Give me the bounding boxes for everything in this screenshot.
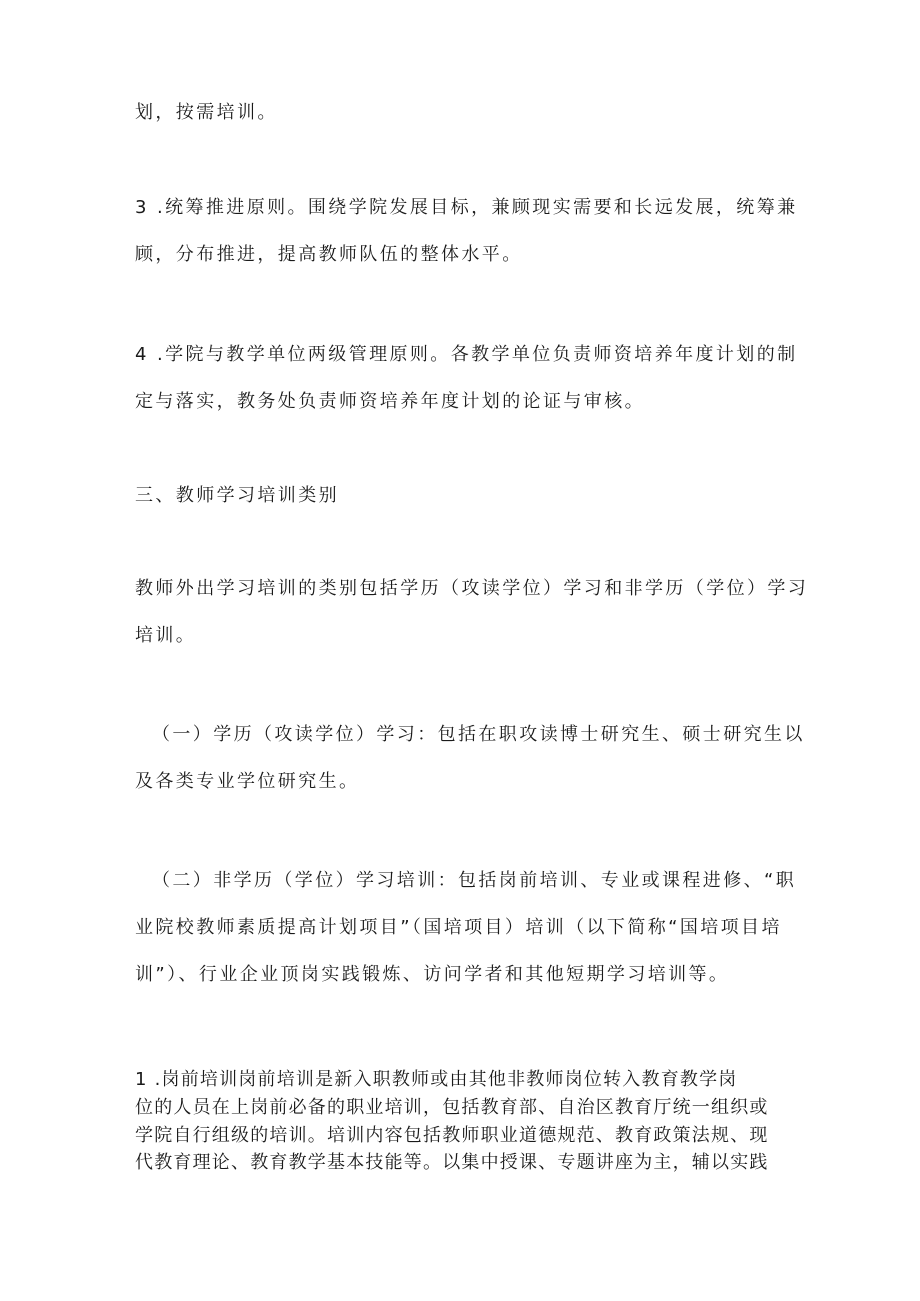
text-line: 划，按需培训。 — [135, 102, 278, 123]
text-line: 教师外出学习培训的类别包括学历（攻读学位）学习和非学历（学位）学习 — [135, 578, 809, 599]
text-line: 顾，分布推进，提高教师队伍的整体水平。 — [135, 244, 523, 265]
text-line: 3 .统筹推进原则。围绕学院发展目标，兼顾现实需要和长远发展，统筹兼 — [135, 197, 798, 218]
text-line: 业院校教师素质提高计划项目”（国培项目）培训（以下简称“国培项目培 — [135, 917, 782, 938]
text-line: 1 .岗前培训岗前培训是新入职教师或由其他非教师岗位转入教育教学岗 — [135, 1069, 738, 1090]
text-line: 代教育理论、教育教学基本技能等。以集中授课、专题讲座为主，辅以实践 — [135, 1152, 769, 1173]
text-line: 训”）、行业企业顶岗实践锻炼、访问学者和其他短期学习培训等。 — [135, 964, 730, 985]
text-line: 4 .学院与教学单位两级管理原则。各教学单位负责师资培养年度计划的制 — [135, 344, 798, 365]
text-line: 学院自行组级的培训。培训内容包括教师职业道德规范、教育政策法规、现 — [135, 1125, 769, 1146]
section-title: 三、教师学习培训类别 — [135, 485, 339, 506]
text-line: 位的人员在上岗前必备的职业培训，包括教育部、自治区教育厅统一组织或 — [135, 1097, 769, 1118]
text-line: 及各类专业学位研究生。 — [135, 771, 360, 792]
text-line: 培训。 — [135, 625, 197, 646]
text-line: （一）学历（攻读学位）学习：包括在职攻读博士研究生、硕士研究生以 — [152, 724, 805, 745]
text-line: （二）非学历（学位）学习培训：包括岗前培训、专业或课程进修、“职 — [152, 870, 797, 891]
text-line: 定与落实，教务处负责师资培养年度计划的论证与审核。 — [135, 391, 645, 412]
